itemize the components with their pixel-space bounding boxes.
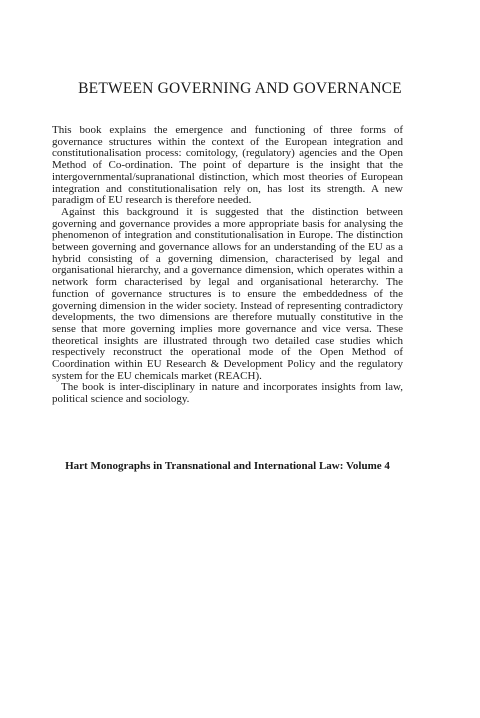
description-paragraph-1: This book explains the emergence and functioning of three forms of governance structures within the context of the European integration and constitutionalisation process: comitology, (regulatory) agencies and the Open Method of Co-ordination. The point of departure is the insight that the intergovernmental/supranational distinction, which most theories of European integration and constitutionalisation rely on, has lost its strength. A new paradigm of EU research is therefore needed. xyxy=(52,124,403,207)
description-paragraph-2: Against this background it is suggested that the distinction between governing and governance provides a more appropriate basis for analysing the phenomenon of integration and constitutionalisation in Europe. The distinction between governing and governance allows for an understanding of the EU as a hybrid consisting of a governing dimension, characterised by legal and organisational hierarchy, and a governance dimension, which operates within a network form characterised by legal and organisational heterarchy. The function of governance structures is to ensure the embeddedness of the governing dimension in the wider society. Instead of representing contradictory developments, the two dimensions are therefore mutually constitutive in the sense that more governing implies more governance and vice versa. These theoretical insights are illustrated through two detailed case studies which respectively reconstruct the operational mode of the Open Method of Coordination within EU Research & Development Policy and the regulatory system for the EU chemicals market (REACH). xyxy=(52,205,403,382)
series-line: Hart Monographs in Transnational and International Law: Volume 4 xyxy=(65,460,390,472)
description-paragraph-3: The book is inter-disciplinary in nature and incorporates insights from law, political science and sociology. xyxy=(52,381,403,406)
book-title: BETWEEN GOVERNING AND GOVERNANCE xyxy=(78,80,402,97)
book-description xyxy=(52,125,403,406)
